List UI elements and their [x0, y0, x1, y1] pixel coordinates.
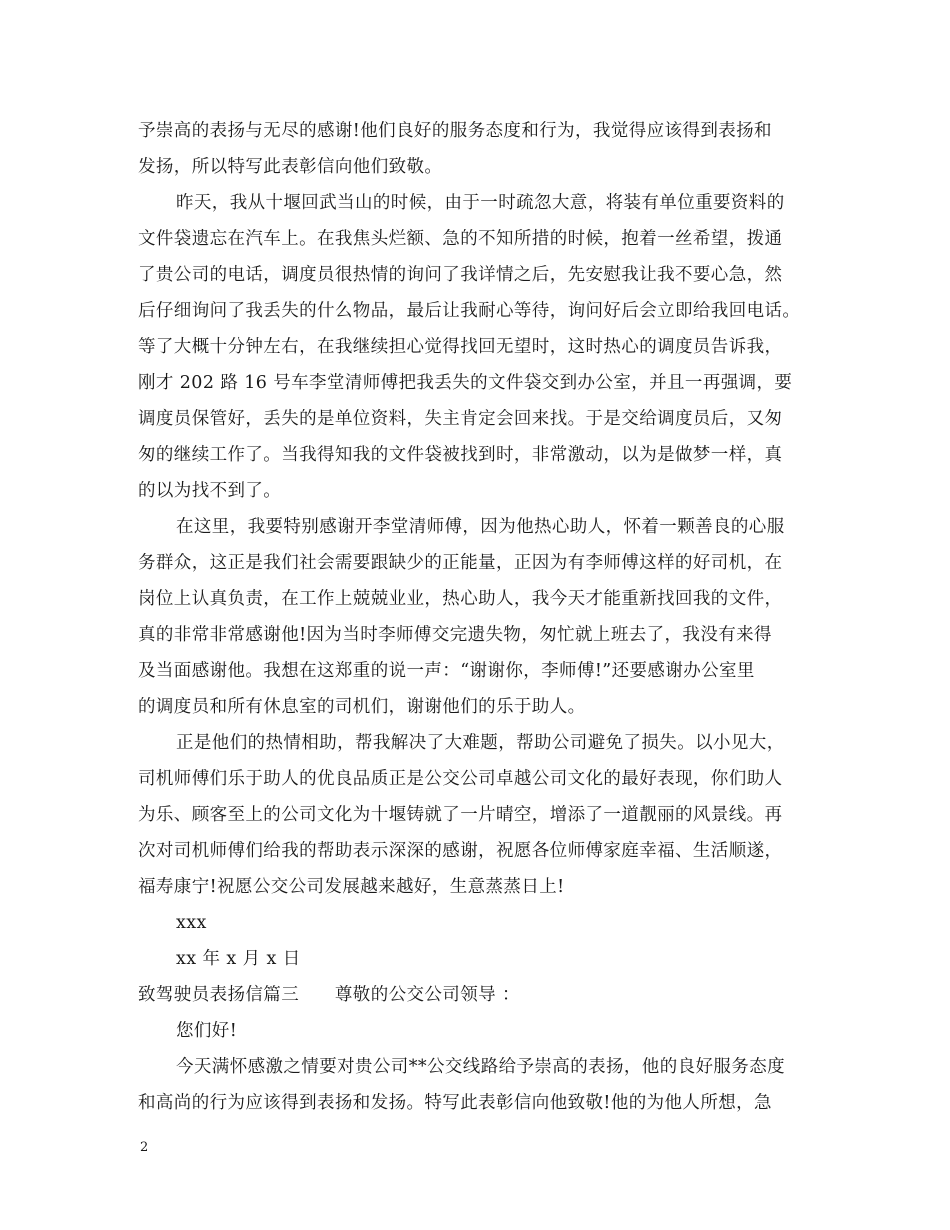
text-line: 的调度员和所有休息室的司机们，谢谢他们的乐于助人。 — [138, 697, 586, 717]
text-line: 予崇高的表扬与无尽的感谢!他们良好的服务态度和行为，我觉得应该得到表扬和 — [138, 121, 772, 141]
text-line: 和高尚的行为应该得到表扬和发扬。特写此表彰信向他致敬!他的为他人所想，急 — [138, 1093, 772, 1113]
signature-name: xxx — [176, 913, 207, 933]
text-line: 匆的继续工作了。当我得知我的文件袋被找到时，非常激动，以为是做梦一样，真 — [138, 445, 783, 465]
text-line: 等了大概十分钟左右，在我继续担心觉得找回无望时，这时热心的调度员告诉我， — [138, 337, 783, 357]
text-line: 为乐、顾客至上的公司文化为十堰铸就了一片晴空，增添了一道靓丽的风景线。再 — [138, 805, 783, 825]
text-line: 的以为找不到了。 — [138, 481, 282, 501]
signature-date: xx 年 x 月 x 日 — [176, 949, 301, 969]
paragraph-start-line: 在这里，我要特别感谢开李堂清师傅，因为他热心助人，怀着一颗善良的心服 — [176, 517, 785, 537]
text-line: 福寿康宁!祝愿公交公司发展越来越好，生意蒸蒸日上! — [138, 877, 565, 897]
text-line: 真的非常非常感谢他!因为当时李师傅交完遗失物，匆忙就上班去了，我没有来得 — [138, 625, 772, 645]
text-line: 次对司机师傅们给我的帮助表示深深的感谢，祝愿各位师傅家庭幸福、生活顺遂， — [138, 841, 783, 861]
text-line: 了贵公司的电话，调度员很热情的询问了我详情之后，先安慰我让我不要心急，然 — [138, 265, 783, 285]
paragraph-start-line: 昨天，我从十堰回武当山的时候，由于一时疏忽大意，将装有单位重要资料的 — [176, 193, 785, 213]
paragraph-start-line: 正是他们的热情相助，帮我解决了大难题，帮助公司避免了损失。以小见大， — [176, 733, 785, 753]
section-heading-line: 致驾驶员表扬信篇三 尊敬的公交公司领导 ： — [138, 985, 520, 1005]
text-line: 文件袋遗忘在汽车上。在我焦头烂额、急的不知所措的时候，抱着一丝希望，拨通 — [138, 229, 783, 249]
greeting-line: 您们好! — [176, 1021, 238, 1041]
text-line: 后仔细询问了我丢失的什么物品，最后让我耐心等待，询问好后会立即给我回电话。 — [138, 301, 801, 321]
page-number: 2 — [140, 1140, 149, 1155]
text-line: 发扬，所以特写此表彰信向他们致敬。 — [138, 157, 443, 177]
paragraph-start-line: 今天满怀感激之情要对贵公司**公交线路给予崇高的表扬，他的良好服务态度 — [176, 1057, 785, 1077]
text-line: 刚才 202 路 16 号车李堂清师傅把我丢失的文件袋交到办公室，并且一再强调，要 — [138, 373, 793, 393]
text-line: 务群众，这正是我们社会需要跟缺少的正能量，正因为有李师傅这样的好司机，在 — [138, 553, 783, 573]
text-line: 岗位上认真负责，在工作上兢兢业业，热心助人，我今天才能重新找回我的文件， — [138, 589, 783, 609]
text-line: 司机师傅们乐于助人的优良品质正是公交公司卓越公司文化的最好表现，你们助人 — [138, 769, 783, 789]
text-line: 及当面感谢他。我想在这郑重的说一声：“谢谢你，李师傅!”还要感谢办公室里 — [138, 661, 755, 681]
text-line: 调度员保管好，丢失的是单位资料，失主肯定会回来找。于是交给调度员后，又匆 — [138, 409, 783, 429]
